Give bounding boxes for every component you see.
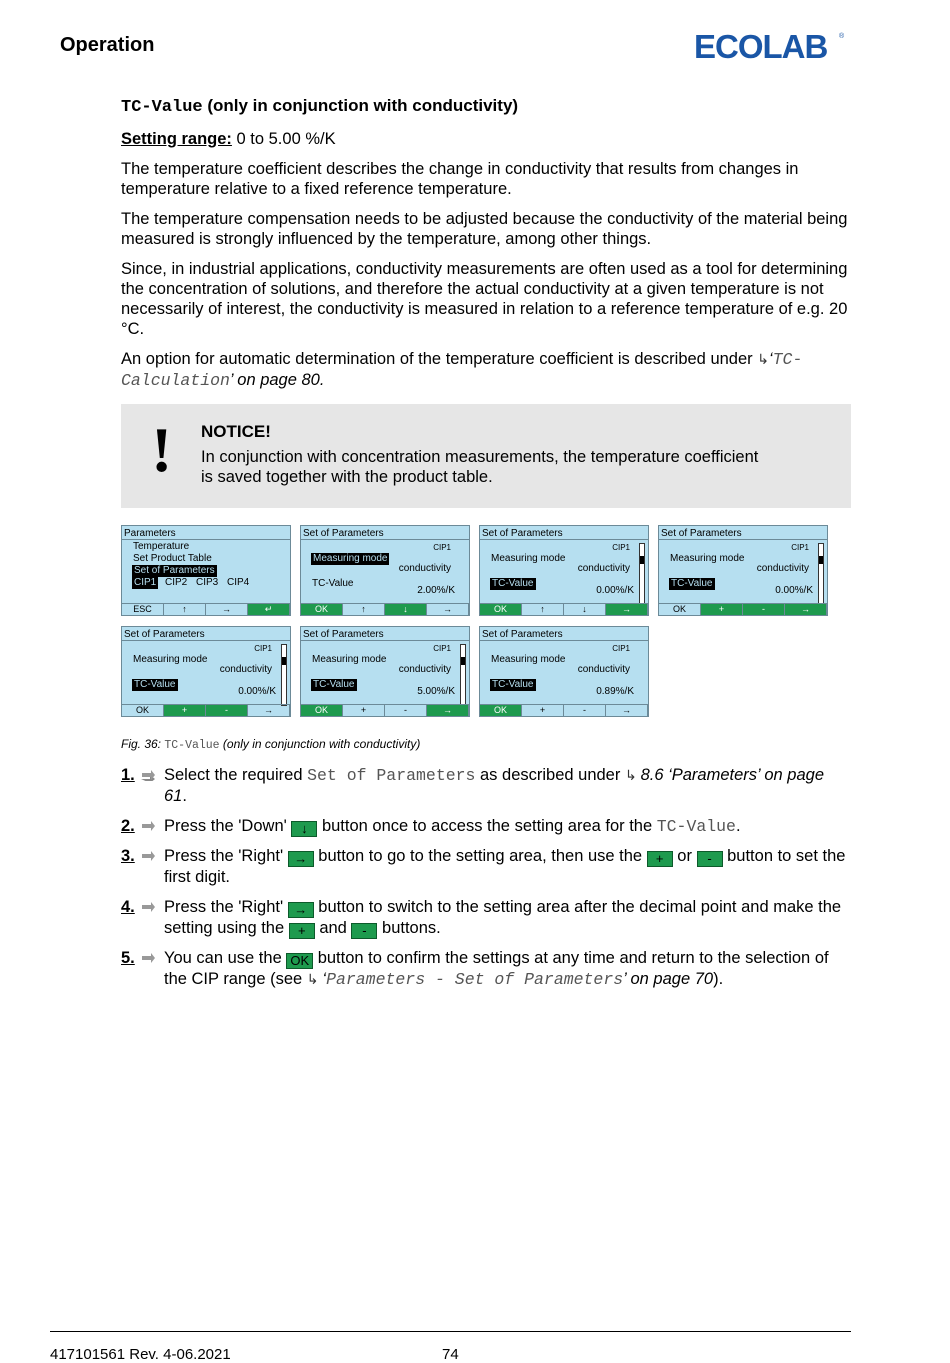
parameter-title: (only in conjunction with conductivity) bbox=[202, 96, 519, 115]
link-arrow-icon: ↳ bbox=[757, 351, 769, 367]
main-content bbox=[121, 96, 853, 401]
right-button-icon: → bbox=[288, 902, 314, 918]
link-arrow-icon: ↳ bbox=[306, 971, 323, 987]
tc-calculation-link[interactable]: ‘TC-Calculation’ on page 80. bbox=[121, 350, 803, 390]
exclamation-icon: ! bbox=[151, 414, 173, 485]
document-revision: 417101561 Rev. 4-06.2021 bbox=[50, 1346, 231, 1363]
svg-text:ECOLAB: ECOLAB bbox=[694, 28, 828, 64]
setting-range bbox=[121, 129, 853, 149]
step-item: 3. Press the 'Right' → button to go to the setting area, then use the + or - button to set the first digit. bbox=[121, 847, 846, 886]
step-item: 5. You can use the OK button to confirm the settings at any time and return to the selection of the CIP range (see ↳ ‘Parameters - Set of Parameters’ on page 70). bbox=[121, 949, 829, 989]
setting-range-label: Setting range: bbox=[121, 130, 232, 148]
paragraph: The temperature coefficient describes the change in conductivity that results from changes in temperature relative to a fixed reference temperature. bbox=[121, 160, 799, 198]
right-button-icon: → bbox=[288, 851, 314, 867]
display-screen-set-of-parameters: Set of Parameters CIP1 Measuring mode conductivity TC-Value 5.00%/K OK + - → bbox=[300, 626, 470, 717]
plus-button-icon: + bbox=[647, 851, 673, 867]
step-item: 1. Select the required Set of Parameters as described under ↳ 8.6 ‘Parameters’ on page 61. bbox=[121, 766, 825, 805]
figure-caption: Fig. 36: TC-Value (only in conjunction with conductivity) bbox=[121, 737, 421, 752]
step-arrow-icon bbox=[141, 850, 155, 862]
display-screen-set-of-parameters: Set of Parameters CIP1 Measuring mode conductivity TC-Value 0.00%/K OK + - → bbox=[658, 525, 828, 616]
notice-title: NOTICE! bbox=[201, 422, 271, 441]
paragraph: The temperature compensation needs to be adjusted because the conductivity of the material being measured is strongly influenced by the temperature, among other things. bbox=[121, 210, 848, 248]
parameter-heading bbox=[121, 96, 853, 118]
down-button-icon: ↓ bbox=[291, 821, 317, 837]
ok-button-icon: OK bbox=[286, 953, 313, 969]
footer-divider bbox=[50, 1331, 851, 1332]
display-screen-parameters: Parameters Temperature Set Product Table Set of Parameters CIP1 CIP2 CIP3 CIP4 ESC ↑ → ↵ bbox=[121, 525, 291, 616]
minus-button-icon: - bbox=[351, 923, 377, 939]
display-screen-set-of-parameters: Set of Parameters CIP1 Measuring mode conductivity TC-Value 0.00%/K OK ↑ ↓ → bbox=[479, 525, 649, 616]
step-item: 4. Press the 'Right' → button to switch to the setting area after the decimal point and make the setting using the + and - buttons. bbox=[121, 898, 842, 938]
set-of-parameters-link[interactable]: ‘Parameters - Set of Parameters’ on page 70 bbox=[322, 970, 714, 989]
ecolab-logo bbox=[694, 28, 846, 64]
step-arrow-icon bbox=[141, 769, 155, 781]
instruction-steps bbox=[121, 765, 851, 999]
step-arrow-icon bbox=[141, 901, 155, 913]
display-screen-set-of-parameters: Set of Parameters CIP1 Measuring mode conductivity TC-Value 2.00%/K OK ↑ ↓ → bbox=[300, 525, 470, 616]
page-number: 74 bbox=[442, 1346, 459, 1363]
display-screen-set-of-parameters: Set of Parameters CIP1 Measuring mode conductivity TC-Value 0.00%/K OK + - → bbox=[121, 626, 291, 717]
step-arrow-icon bbox=[141, 952, 155, 964]
notice-box bbox=[121, 404, 851, 508]
svg-text:®: ® bbox=[839, 33, 845, 40]
plus-button-icon: + bbox=[289, 923, 315, 939]
notice-text: In conjunction with concentration measurements, the temperature coefficient is saved together with the product table. bbox=[201, 448, 759, 486]
setting-range-value: 0 to 5.00 %/K bbox=[231, 130, 336, 148]
link-arrow-icon: ↳ bbox=[624, 767, 641, 783]
parameter-code: TC-Value bbox=[121, 98, 203, 117]
step-item: 2. Press the 'Down' ↓ button once to access the setting area for the TC-Value. bbox=[121, 817, 741, 836]
paragraph: Since, in industrial applications, conductivity measurements are often used as a tool for determining the concentration of solutions, and therefore the actual conductivity at a given temperature is not necessarily of interest, the conductivity is measured in relation to a reference temperature of e.g. 20 °C. bbox=[121, 260, 848, 338]
section-title: Operation bbox=[60, 34, 155, 56]
auto-calc-paragraph: An option for automatic determination of the temperature coefficient is described under ↳‘TC-Calculation’ on page 80. bbox=[121, 350, 803, 390]
step-arrow-icon bbox=[141, 820, 155, 832]
minus-button-icon: - bbox=[697, 851, 723, 867]
parameters-link[interactable]: 8.6 ‘Parameters’ on page 61 bbox=[164, 766, 825, 805]
display-screen-set-of-parameters: Set of Parameters CIP1 Measuring mode conductivity TC-Value 0.89%/K OK + - → bbox=[479, 626, 649, 717]
